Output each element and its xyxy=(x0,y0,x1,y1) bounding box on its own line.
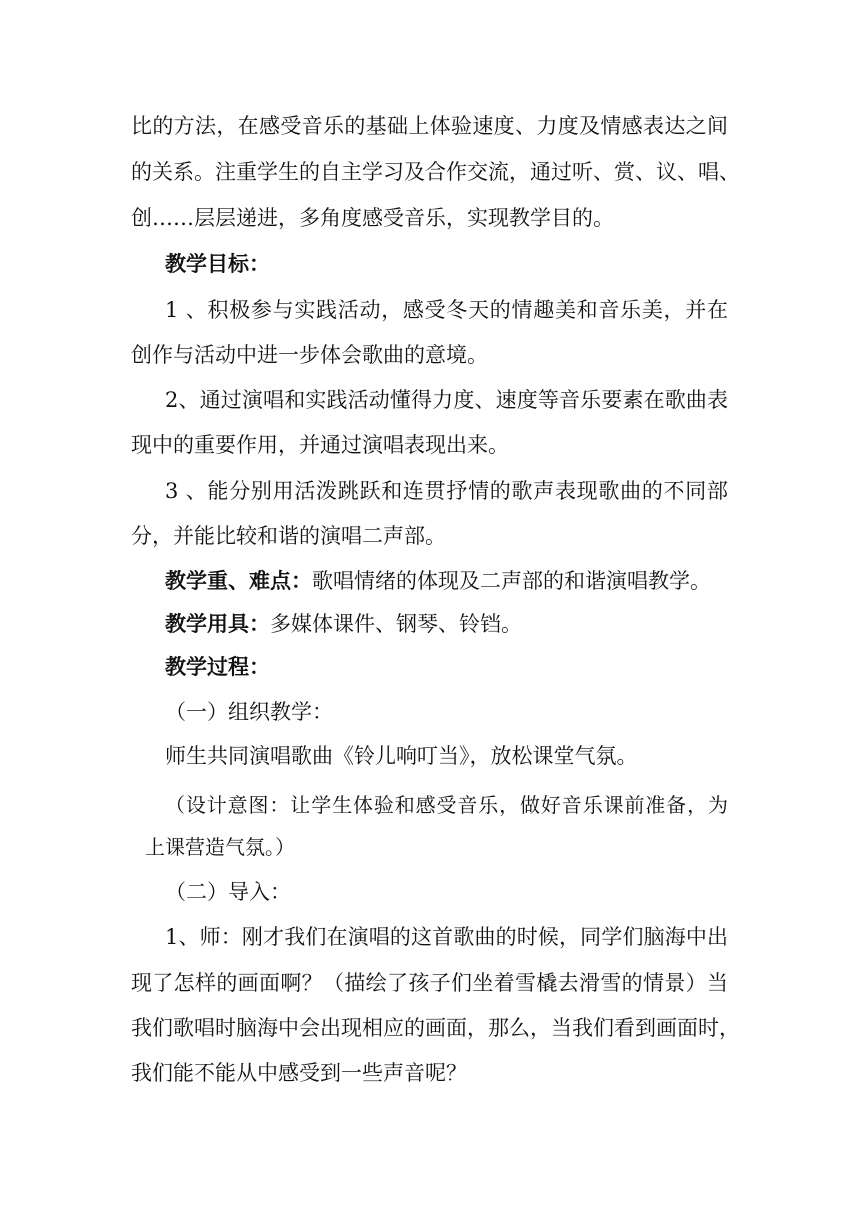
design-note-line: （设计意图：让学生体验和感受音乐，做好音乐课前准备，为 xyxy=(165,793,728,817)
tools-line xyxy=(165,609,522,639)
paragraph-line: 3 、能分别用活泼跳跃和连贯抒情的歌声表现歌曲的不同部 xyxy=(165,479,728,503)
paragraph-line: 分，并能比较和谐的演唱二声部。 xyxy=(131,524,446,548)
paragraph-line: 比的方法，在感受音乐的基础上体验速度、力度及情感表达之间 xyxy=(131,114,728,138)
key-points-label: 教学重、难点： xyxy=(165,568,312,593)
tools-text: 多媒体课件、钢琴、铃铛。 xyxy=(270,612,522,636)
paragraph-line: 现了怎样的画面啊？（描绘了孩子们坐着雪橇去滑雪的情景）当 xyxy=(131,971,728,995)
paragraph-line: 2、通过演唱和实践活动懂得力度、速度等音乐要素在歌曲表 xyxy=(165,388,728,412)
paragraph-line: 的关系。注重学生的自主学习及合作交流，通过听、赏、议、唱、 xyxy=(131,160,740,184)
paragraph-line: 1 、积极参与实践活动，感受冬天的情趣美和音乐美，并在 xyxy=(165,298,728,322)
paragraph-line: 1、师：刚才我们在演唱的这首歌曲的时候，同学们脑海中出 xyxy=(165,925,728,949)
section-heading xyxy=(165,652,270,682)
process-heading: 教学过程： xyxy=(165,654,270,679)
paragraph-line: 我们歌唱时脑海中会出现相应的画面，那么，当我们看到画面时， xyxy=(131,1016,740,1040)
design-note-line: 上课营造气氛。） xyxy=(145,835,295,859)
key-points-text: 歌唱情绪的体现及二声部的和谐演唱教学。 xyxy=(312,569,711,593)
step2-heading: （二）导入： xyxy=(165,880,291,904)
key-points-line xyxy=(165,566,711,596)
paragraph-line: 现中的重要作用，并通过演唱表现出来。 xyxy=(131,433,509,457)
paragraph-line: 创作与活动中进一步体会歌曲的意境。 xyxy=(131,343,488,367)
section-heading xyxy=(165,249,270,279)
paragraph-line: 我们能不能从中感受到一些声音呢？ xyxy=(131,1061,467,1085)
tools-label: 教学用具： xyxy=(165,611,270,636)
goals-heading: 教学目标： xyxy=(165,251,270,276)
step1-text: 师生共同演唱歌曲《铃儿响叮当》，放松课堂气氛。 xyxy=(165,744,638,768)
step1-heading: （一）组织教学： xyxy=(165,700,333,724)
paragraph-line: 创……层层递进，多角度感受音乐，实现教学目的。 xyxy=(131,206,614,230)
